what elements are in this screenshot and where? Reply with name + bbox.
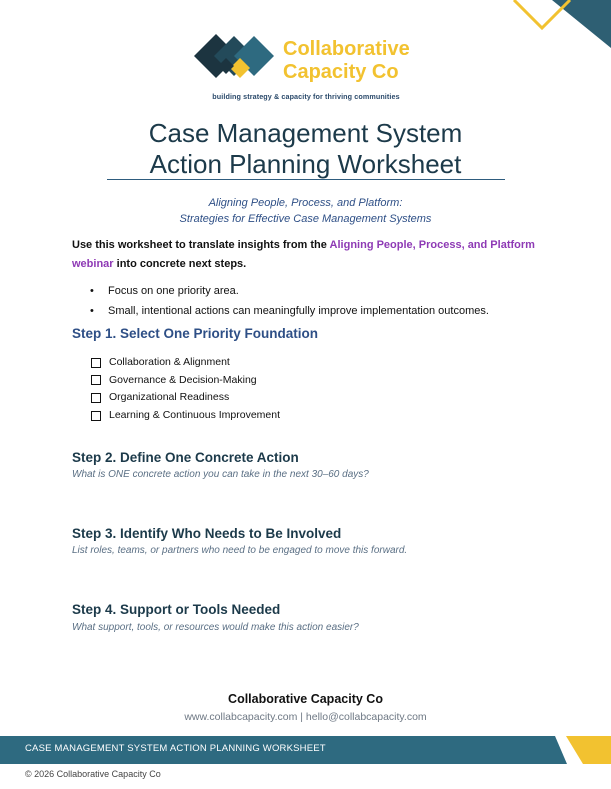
checkbox-icon[interactable]	[91, 393, 101, 403]
priority-option-readiness[interactable]	[91, 389, 280, 407]
copyright-notice: © 2026 Collaborative Capacity Co	[25, 769, 161, 779]
brand-name-line2: Capacity Co	[283, 61, 399, 83]
title-divider	[107, 179, 505, 180]
step1-heading: Step 1. Select One Priority Foundation	[72, 326, 319, 341]
diamond-cluster-logo-icon	[190, 32, 280, 84]
step3-prompt: List roles, teams, or partners who need to be engaged to move this forward.	[72, 545, 408, 556]
page-title	[100, 118, 511, 180]
bullet-item: • Small, intentional actions can meaningfully improve implementation outcomes.	[90, 301, 560, 321]
webinar-link[interactable]: Aligning People, Process, and Platform webinar	[72, 239, 535, 270]
intro-tail: into concrete next steps.	[113, 258, 247, 270]
priority-foundation-options	[91, 354, 280, 424]
footer-banner-title: CASE MANAGEMENT SYSTEM ACTION PLANNING WORKSHEET	[25, 743, 326, 754]
bullet-item: • Focus on one priority area.	[90, 281, 560, 301]
guidance-bullets	[90, 281, 560, 321]
checkbox-icon[interactable]	[91, 375, 101, 385]
option-label: Organizational Readiness	[109, 391, 230, 404]
footer-contact-links[interactable]: www.collabcapacity.com | hello@collabcapacity.com	[184, 711, 427, 723]
brand-tagline: building strategy & capacity for thriving communities	[212, 92, 400, 101]
checkbox-icon[interactable]	[91, 358, 101, 368]
footer-company-name: Collaborative Capacity Co	[228, 692, 383, 706]
intro-paragraph	[72, 236, 542, 274]
priority-option-learning[interactable]	[91, 407, 280, 425]
option-label: Governance & Decision-Making	[109, 373, 257, 386]
checkbox-icon[interactable]	[91, 411, 101, 421]
option-label: Collaboration & Alignment	[109, 356, 230, 368]
subtitle-line1: Aligning People, Process, and Platform:	[208, 197, 403, 209]
option-label: Learning & Continuous Improvement	[109, 408, 281, 421]
priority-option-collaboration[interactable]	[91, 354, 280, 372]
brand-name-line1: Collaborative	[283, 38, 410, 60]
corner-decoration	[500, 0, 611, 60]
step3-heading: Step 3. Identify Who Needs to Be Involved	[72, 526, 342, 541]
page-subtitle	[100, 195, 511, 227]
step4-heading: Step 4. Support or Tools Needed	[72, 602, 281, 617]
page-title-line2: Action Planning Worksheet	[149, 149, 462, 179]
step2-prompt: What is ONE concrete action you can take in the next 30–60 days?	[72, 469, 369, 480]
priority-option-governance[interactable]	[91, 372, 280, 390]
page-title-line1: Case Management System	[148, 118, 463, 148]
step4-prompt: What support, tools, or resources would make this action easier?	[72, 622, 359, 633]
subtitle-line2: Strategies for Effective Case Management Systems	[179, 213, 432, 225]
intro-lead: Use this worksheet to translate insights from the	[72, 239, 330, 251]
step2-heading: Step 2. Define One Concrete Action	[72, 450, 299, 465]
